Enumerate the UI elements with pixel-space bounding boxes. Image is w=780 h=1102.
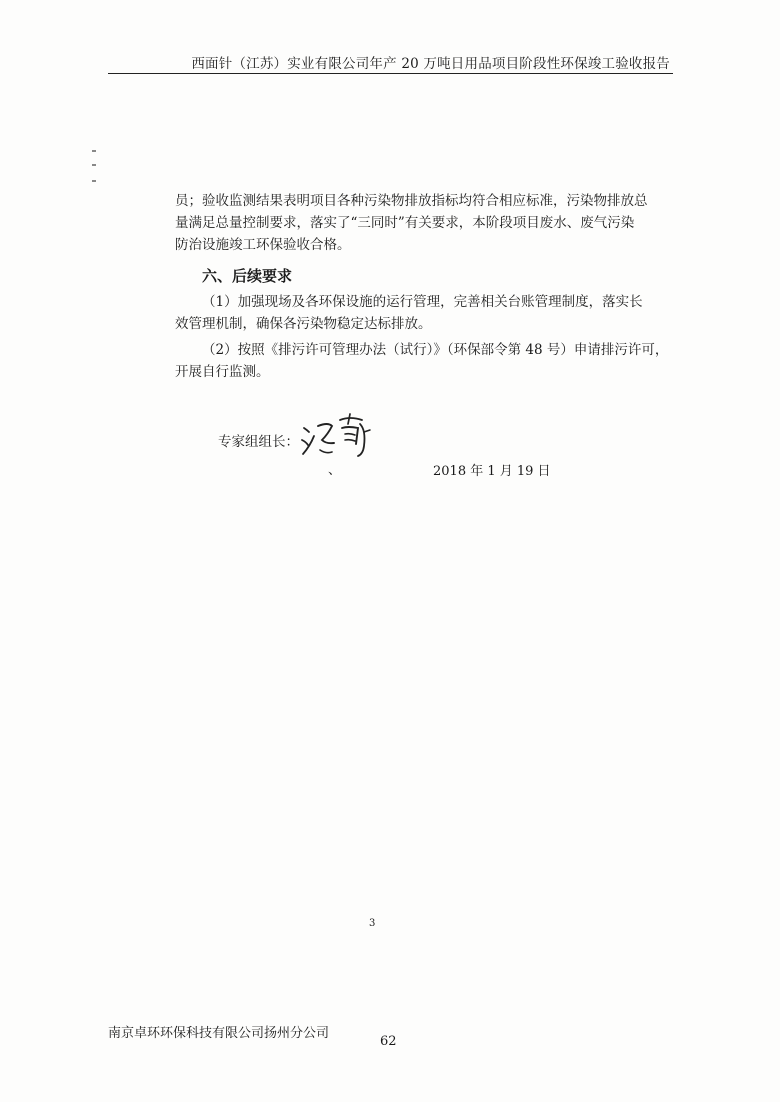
requirement-2-line-1: （2）按照《排污许可管理办法（试行）》（环保部令第 48 号）申请排污许可， bbox=[202, 342, 669, 358]
conclusion-line-3: 防治设施竣工环保验收合格。 bbox=[175, 237, 351, 253]
conclusion-paragraph bbox=[175, 190, 648, 256]
requirement-item-2 bbox=[175, 339, 669, 383]
report-header-title: 西面针（江苏）实业有限公司年产 20 万吨日用品项目阶段性环保竣工验收报告 bbox=[191, 56, 670, 72]
conclusion-line-1: 员；验收监测结果表明项目各种污染物排放指标均符合相应标准，污染物排放总 bbox=[175, 193, 648, 209]
requirement-item-1 bbox=[175, 291, 643, 335]
handwritten-signature bbox=[298, 410, 378, 460]
signature-date: 2018 年 1 月 19 日 bbox=[433, 464, 551, 479]
requirement-2-line-2: 开展自行监测。 bbox=[175, 364, 270, 380]
section-heading-follow-up: 六、后续要求 bbox=[202, 267, 293, 285]
expert-leader-label: 专家组组长： bbox=[218, 434, 299, 450]
requirement-1-line-2: 效管理机制，确保各污染物稳定达标排放。 bbox=[175, 316, 432, 332]
inner-page-number: 3 bbox=[369, 918, 376, 929]
requirement-1-line-1: （1）加强现场及各环保设施的运行管理，完善相关台账管理制度，落实长 bbox=[202, 294, 643, 310]
header-divider bbox=[108, 73, 673, 74]
footer-page-number: 62 bbox=[380, 1034, 397, 1049]
footer-company-name: 南京卓环环保科技有限公司扬州分公司 bbox=[108, 1026, 330, 1041]
scan-artifact-marks bbox=[92, 150, 100, 190]
stray-mark: 、 bbox=[328, 463, 342, 478]
conclusion-line-2: 量满足总量控制要求，落实了“三同时”有关要求，本阶段项目废水、废气污染 bbox=[175, 215, 635, 231]
